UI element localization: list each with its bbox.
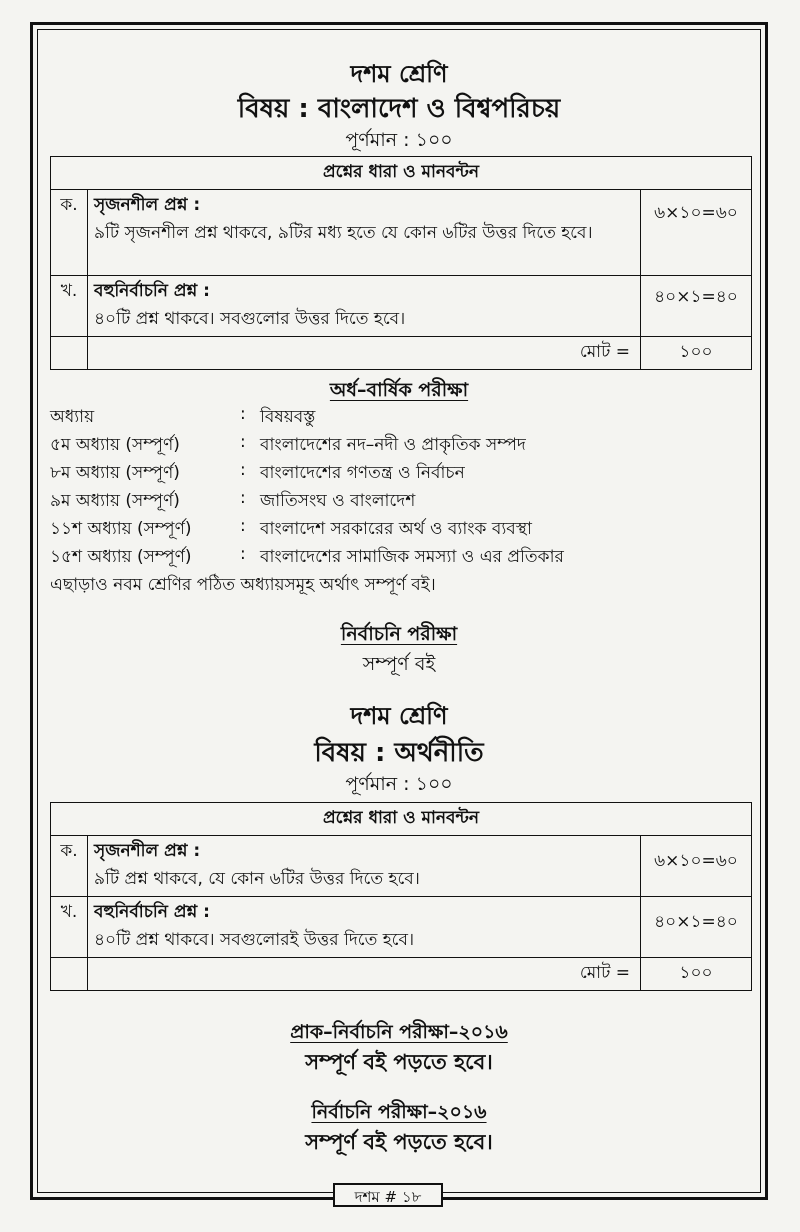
separator: :: [240, 516, 246, 536]
total-label: মোট =: [88, 337, 641, 370]
half-yearly-title: অর্ধ–বার্ষিক পরীক্ষা: [329, 379, 469, 401]
chapter-name: ১১শ অধ্যায় (সম্পূর্ণ): [50, 519, 192, 539]
chapter-name: ১৫শ অধ্যায় (সম্পূর্ণ): [50, 547, 192, 567]
row-label: ক.: [51, 836, 88, 897]
pre-test-text: সম্পূর্ণ বই পড়তে হবে।: [305, 1050, 493, 1074]
test-exam-title: নির্বাচনি পরীক্ষা–২০১৬: [311, 1101, 487, 1123]
question-type: বহুনির্বাচনি প্রশ্ন :: [94, 902, 210, 922]
question-desc: ৪০টি প্রশ্ন থাকবে। সবগুলোর উত্তর দিতে হবে।: [94, 309, 406, 329]
separator: :: [240, 488, 246, 508]
chapter-content: বাংলাদেশের সামাজিক সমস্যা ও এর প্রতিকার: [260, 547, 564, 567]
total-label: মোট =: [88, 958, 641, 991]
row-marks: ৪০×১=৪০: [641, 276, 752, 337]
separator: :: [240, 544, 246, 564]
table-row: [51, 836, 752, 897]
question-type: সৃজনশীল প্রশ্ন :: [94, 195, 201, 215]
marks-table-1: [50, 156, 752, 370]
test-exam-text: সম্পূর্ণ বই পড়তে হবে।: [305, 1130, 493, 1154]
row-content: [88, 897, 641, 958]
content-header: বিষয়বস্তু: [260, 407, 316, 427]
row-label: খ.: [51, 276, 88, 337]
marks-table-2: [50, 802, 752, 991]
syllabus-note: এছাড়াও নবম শ্রেণির পঠিত অধ্যায়সমূহ অর্থাৎ সম্পূর্ণ বই।: [50, 575, 436, 595]
selection-exam-text-1: সম্পূর্ণ বই: [362, 653, 436, 675]
chapter-name: ৮ম অধ্যায় (সম্পূর্ণ): [50, 463, 180, 483]
page-number-label: দশম # ১৮: [333, 1183, 443, 1207]
row-label: ক.: [51, 190, 88, 276]
chapter-content: বাংলাদেশ সরকারের অর্থ ও ব্যাংক ব্যবস্থা: [260, 519, 532, 539]
full-marks-1: পূর্ণমান : ১০০: [345, 129, 453, 151]
question-type: বহুনির্বাচনি প্রশ্ন :: [94, 281, 210, 301]
subject-title-2: বিষয় : অর্থনীতি: [314, 738, 484, 768]
row-content: [88, 276, 641, 337]
separator: :: [240, 432, 246, 452]
table-total-row: [51, 958, 752, 991]
pre-test-title: প্রাক–নির্বাচনি পরীক্ষা–২০১৬: [290, 1021, 508, 1043]
table-row: [51, 897, 752, 958]
chapter-content: জাতিসংঘ ও বাংলাদেশ: [260, 491, 416, 511]
table-total-row: [51, 337, 752, 370]
subject-title-1: বিষয় : বাংলাদেশ ও বিশ্বপরিচয়: [237, 94, 561, 124]
row-marks: ৬×১০=৬০: [641, 836, 752, 897]
table-row: [51, 276, 752, 337]
chapter-name: ৯ম অধ্যায় (সম্পূর্ণ): [50, 491, 180, 511]
question-desc: ৯টি সৃজনশীল প্রশ্ন থাকবে, ৯টির মধ্য হতে যে কোন ৬টির উত্তর দিতে হবে।: [94, 223, 593, 243]
separator: :: [240, 460, 246, 480]
selection-exam-title-1: নির্বাচনি পরীক্ষা: [340, 623, 458, 645]
row-content: [88, 836, 641, 897]
table-row: [51, 190, 752, 276]
chapter-header: অধ্যায়: [50, 407, 95, 427]
row-content: [88, 190, 641, 276]
class-title-2: দশম শ্রেণি: [350, 702, 448, 730]
row-marks: ৪০×১=৪০: [641, 897, 752, 958]
question-type: সৃজনশীল প্রশ্ন :: [94, 841, 201, 861]
total-value: ১০০: [641, 958, 752, 991]
class-title-1: দশম শ্রেণি: [350, 60, 448, 88]
chapter-name: ৫ম অধ্যায় (সম্পূর্ণ): [50, 435, 180, 455]
chapter-content: বাংলাদেশের গণতন্ত্র ও নির্বাচন: [260, 463, 465, 483]
question-desc: ৪০টি প্রশ্ন থাকবে। সবগুলোরই উত্তর দিতে হবে।: [94, 930, 415, 950]
question-desc: ৯টি প্রশ্ন থাকবে, যে কোন ৬টির উত্তর দিতে হবে।: [94, 869, 420, 889]
full-marks-2: পূর্ণমান : ১০০: [345, 773, 453, 795]
table-header: প্রশ্নের ধারা ও মানবন্টন: [51, 157, 752, 190]
row-marks: ৬×১০=৬০: [641, 190, 752, 276]
separator: :: [240, 404, 246, 424]
chapter-content: বাংলাদেশের নদ–নদী ও প্রাকৃতিক সম্পদ: [260, 435, 526, 455]
total-value: ১০০: [641, 337, 752, 370]
table-header: প্রশ্নের ধারা ও মানবন্টন: [51, 803, 752, 836]
row-label: খ.: [51, 897, 88, 958]
